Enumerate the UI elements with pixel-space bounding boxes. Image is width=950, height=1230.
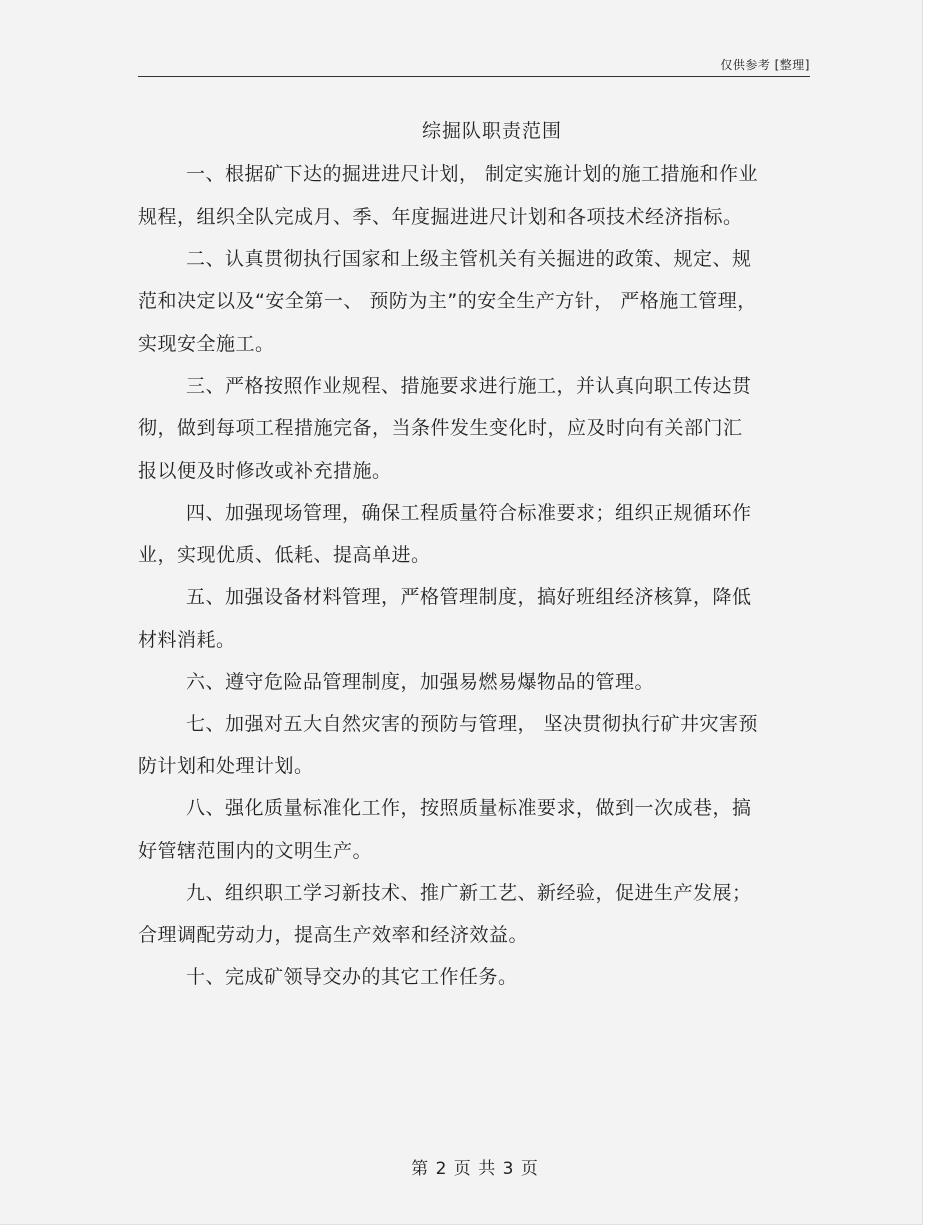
paragraph-7 <box>138 703 798 788</box>
paragraph-line: 报以便及时修改或补充措施。 <box>138 459 392 482</box>
paragraph-10 <box>138 956 798 999</box>
paragraph-line: 二、认真贯彻执行国家和上级主管机关有关掘进的政策、规定、规 <box>186 247 752 270</box>
paragraph-6 <box>138 661 798 704</box>
paragraph-line: 规程，组织全队完成月、季、年度掘进进尺计划和各项技术经济指标。 <box>138 205 743 228</box>
paragraph-1 <box>138 153 798 238</box>
paragraph-line: 实现安全施工。 <box>138 332 275 355</box>
paragraph-9 <box>138 872 798 957</box>
paragraph-line: 六、遵守危险品管理制度，加强易燃易爆物品的管理。 <box>186 670 655 693</box>
paragraph-line: 五、加强设备材料管理，严格管理制度，搞好班组经济核算，降低 <box>186 586 752 608</box>
paragraph-line: 彻，做到每项工程措施完备，当条件发生变化时，应及时向有关部门汇 <box>138 417 743 439</box>
paragraph-line: 业，实现优质、低耗、提高单进。 <box>138 544 431 566</box>
paragraph-line: 三、严格按照作业规程、措施要求进行施工，并认真向职工传达贯 <box>186 374 752 397</box>
paragraph-line: 防计划和处理计划。 <box>138 755 314 777</box>
paragraph-line: 七、加强对五大自然灾害的预防与管理， 坚决贯彻执行矿井灾害预 <box>186 712 759 735</box>
paragraph-line: 范和决定以及“安全第一、 预防为主”的安全生产方针， 严格施工管理， <box>138 290 757 312</box>
paragraph-5 <box>138 576 798 661</box>
document-title: 综掘队职责范围 <box>421 120 562 142</box>
paragraph-line: 十、完成矿领导交办的其它工作任务。 <box>186 966 518 988</box>
paragraph-line: 合理调配劳动力，提高生产效率和经济效益。 <box>138 924 529 946</box>
paragraph-line: 四、加强现场管理，确保工程质量符合标准要求；组织正规循环作 <box>186 501 752 524</box>
paragraph-line: 九、组织职工学习新技术、推广新工艺、新经验，促进生产发展； <box>186 881 752 904</box>
paragraph-3 <box>138 365 798 493</box>
paragraph-2 <box>138 238 798 366</box>
paragraph-8 <box>138 787 798 872</box>
paragraph-line: 好管辖范围内的文明生产。 <box>138 839 373 862</box>
document-body <box>138 153 798 998</box>
page-number-footer: 第 2 页 共 3 页 <box>411 1159 539 1179</box>
paragraph-line: 一、根据矿下达的掘进进尺计划， 制定实施计划的施工措施和作业 <box>186 163 759 185</box>
paragraph-line: 八、强化质量标准化工作，按照质量标准要求，做到一次成巷，搞 <box>186 797 752 819</box>
paragraph-4 <box>138 492 798 577</box>
header-rule <box>138 76 810 77</box>
header-note: 仅供参考 [整理] <box>720 58 810 72</box>
paragraph-line: 材料消耗。 <box>138 628 236 651</box>
